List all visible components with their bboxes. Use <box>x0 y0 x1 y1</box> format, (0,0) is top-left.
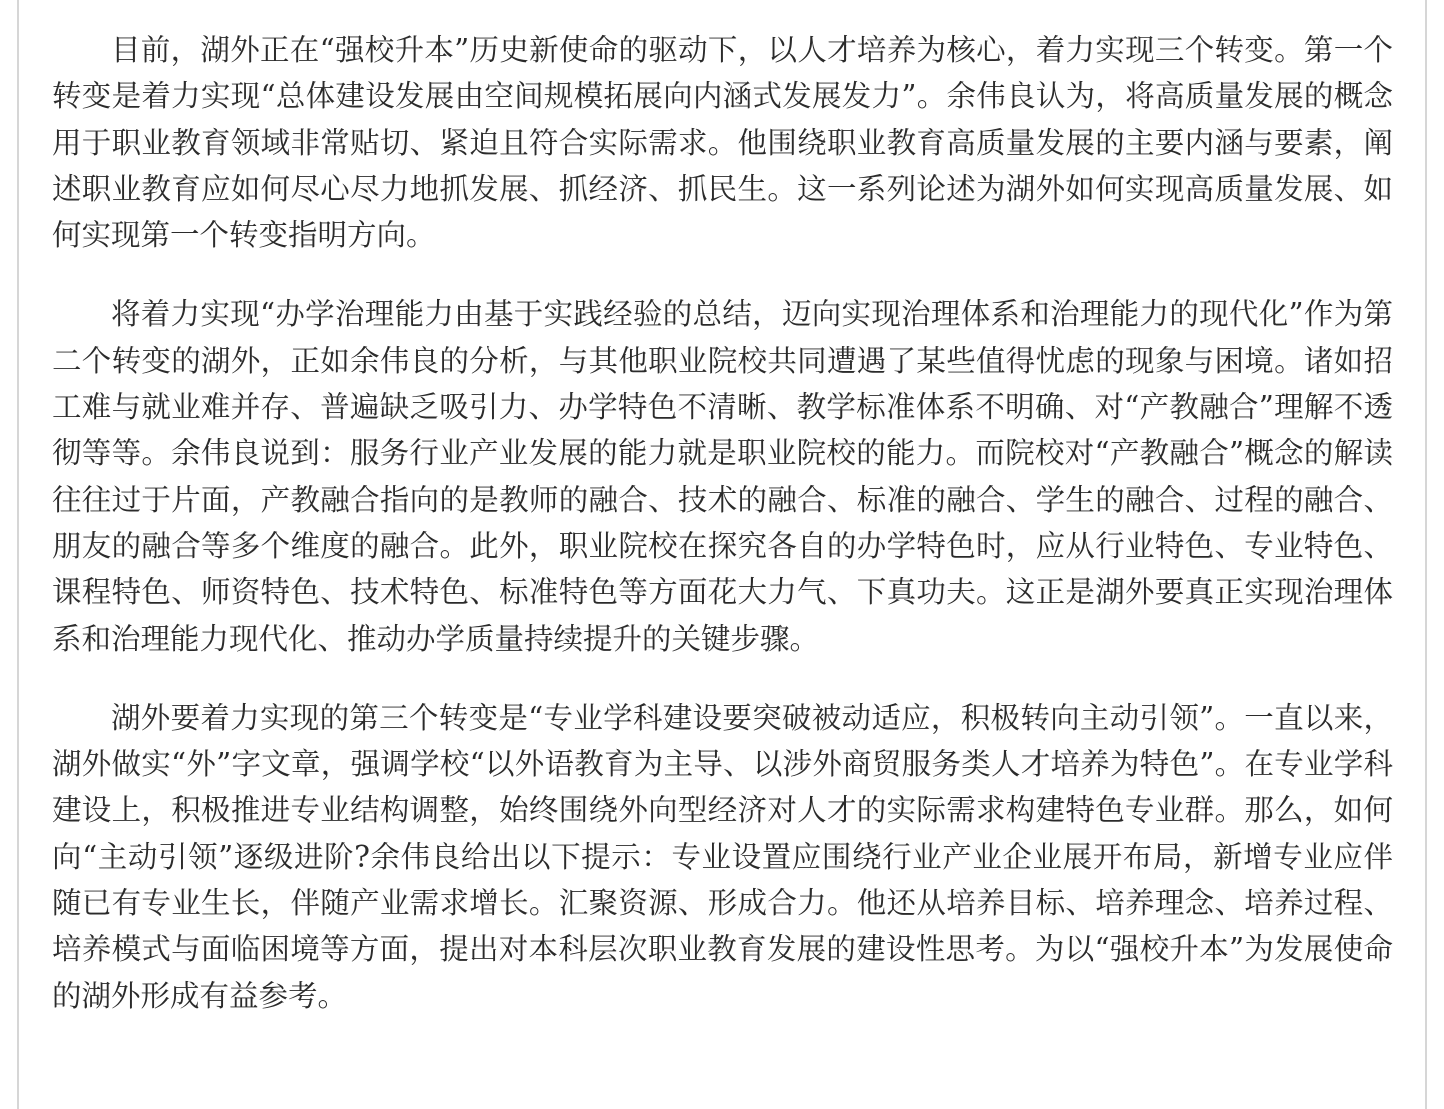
right-border <box>1425 0 1427 1109</box>
paragraph-3: 湖外要着力实现的第三个转变是“专业学科建设要突破被动适应，积极转向主动引领”。一直以来，湖外做实“外”字文章，强调学校“以外语教育为主导、以涉外商贸服务类人才培养为特色”。在专业学科建设上，积极推进专业结构调整，始终围绕外向型经济对人才的实际需求构建特色专业群。那么，如何向“主动引领”逐级进阶?余伟良给出以下提示：专业设置应围绕行业产业企业展开布局，新增专业应伴随已有专业生长，伴随产业需求增长。汇聚资源、形成合力。他还从培养目标、培养理念、培养过程、培养模式与面临困境等方面，提出对本科层次职业教育发展的建设性思考。为以“强校升本”为发展使命的湖外形成有益参考。 <box>52 700 1393 1013</box>
article-body <box>52 27 1393 1019</box>
left-border <box>17 0 19 1109</box>
paragraph-1: 目前，湖外正在“强校升本”历史新使命的驱动下，以人才培养为核心，着力实现三个转变。第一个转变是着力实现“总体建设发展由空间规模拓展向内涵式发展发力”。余伟良认为，将高质量发展的概念用于职业教育领域非常贴切、紧迫且符合实际需求。他围绕职业教育高质量发展的主要内涵与要素，阐述职业教育应如何尽心尽力地抓发展、抓经济、抓民生。这一系列论述为湖外如何实现高质量发展、如何实现第一个转变指明方向。 <box>52 33 1393 253</box>
paragraph-2: 将着力实现“办学治理能力由基于实践经验的总结，迈向实现治理体系和治理能力的现代化”作为第二个转变的湖外，正如余伟良的分析，与其他职业院校共同遭遇了某些值得忧虑的现象与困境。诸如招工难与就业难并存、普遍缺乏吸引力、办学特色不清晰、教学标准体系不明确、对“产教融合”理解不透彻等等。余伟良说到：服务行业产业发展的能力就是职业院校的能力。而院校对“产教融合”概念的解读往往过于片面，产教融合指向的是教师的融合、技术的融合、标准的融合、学生的融合、过程的融合、朋友的融合等多个维度的融合。此外，职业院校在探究各自的办学特色时，应从行业特色、专业特色、课程特色、师资特色、技术特色、标准特色等方面花大力气、下真功夫。这正是湖外要真正实现治理体系和治理能力现代化、推动办学质量持续提升的关键步骤。 <box>52 297 1393 656</box>
